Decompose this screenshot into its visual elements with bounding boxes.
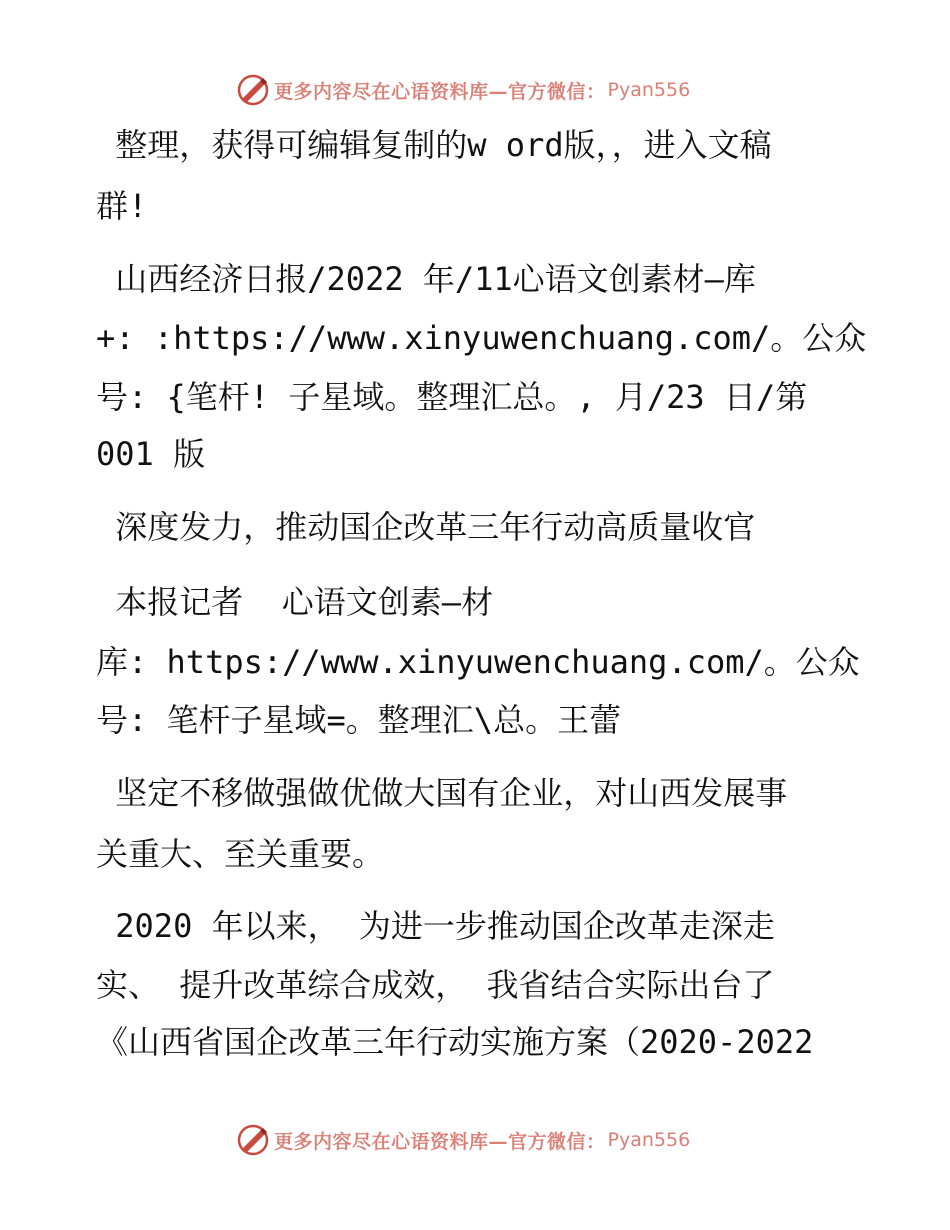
text-line: 号: {笔杆! 子星域。整理汇总。, 月/23 日/第: [96, 378, 808, 416]
text-line: 《山西省国企改革三年行动实施方案（2020-2022: [96, 1023, 814, 1061]
header-banner: [236, 72, 690, 108]
banner-text: 更多内容尽在心语资料库—官方微信：: [274, 1130, 606, 1153]
text-line: 关重大、至关重要。: [96, 835, 385, 873]
text-line: 本报记者 心语文创素—材: [96, 583, 494, 621]
pen-logo-icon: [236, 73, 270, 107]
text-line: 坚定不移做强做优做大国有企业，对山西发展事: [96, 774, 788, 812]
pen-logo-icon: [236, 1123, 270, 1157]
text-line: +: :https://www.xinyuwenchuang.com/。公众: [96, 319, 867, 357]
text-line: 深度发力，推动国企改革三年行动高质量收官: [96, 508, 756, 546]
text-line: 号: 笔杆子星域=。整理汇\总。王蕾: [96, 701, 622, 739]
text-line: 山西经济日报/2022 年/11心语文创素材—库: [96, 260, 756, 298]
footer-banner: [236, 1122, 690, 1158]
text-line: 库: https://www.xinyuwenchuang.com/。公众: [96, 643, 860, 681]
banner-text: 更多内容尽在心语资料库—官方微信：: [274, 80, 606, 103]
text-line: 实、 提升改革综合成效， 我省结合实际出台了: [96, 966, 775, 1004]
text-line: 整理，获得可编辑复制的w ord版，，进入文稿: [96, 126, 772, 164]
text-line: 2020 年以来， 为进一步推动国企改革走深走: [96, 907, 775, 945]
text-line: 001 版: [96, 435, 206, 473]
text-line: 群!: [96, 187, 148, 225]
banner-handle: Pyan556: [607, 79, 691, 101]
banner-handle: Pyan556: [607, 1129, 691, 1151]
